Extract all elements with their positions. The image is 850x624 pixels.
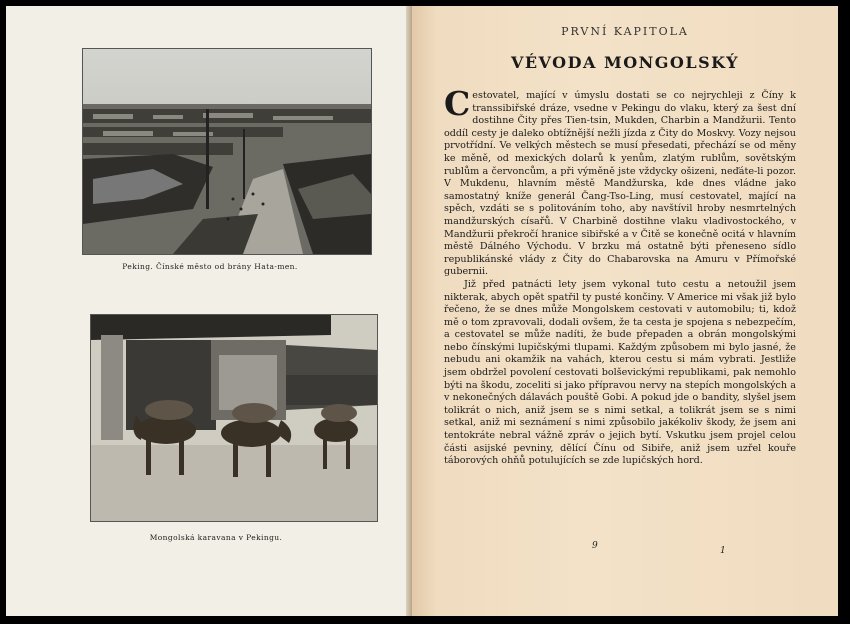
city-photo-illustration	[83, 49, 371, 254]
page-number-left: 9	[592, 541, 598, 551]
right-page	[412, 6, 838, 616]
chapter-title: VÉVODA MONGOLSKÝ	[510, 53, 740, 72]
drop-cap: C	[444, 84, 471, 123]
photo-mongol-caravan	[90, 314, 378, 522]
photo-peking-city	[82, 48, 372, 255]
photo-caption-caravan: Mongolská karavana v Pekingu.	[149, 533, 283, 542]
chapter-body	[444, 84, 796, 468]
paragraph-1	[444, 84, 796, 279]
paragraph-2: Již před patnácti lety jsem vykonal tuto cestu a netoužil jsem nikterak, abych opět spatřil ty pusté končiny. V Americe mi však již bylo řečeno, že se dnes může Mongolskem cestovati v automobilu; ti, kdož mě o tom zpravovali, dodali ovšem, že ta cesta je spojena s nebezpečím, a cestovatel se může nadíti, že bude přepaden a obrán mongolskými nebo čínskými lupičskými tlupami. Každým způsobem mi bylo jasné, že nebudu ani okamžik na vahách, kterou cestu si mám vybrati. Jestliže jsem obdržel povolení cestovati bolševickými republikami, pak nemohlo býti na škodu, zoceliti si jako přípravou nervy na stepích mongolských a v nekonečných dálavách pouště Gobi. A pokud jde o bandity, slyšel jsem tolikrát o nich, aniž jsem se s nimi setkal, a tolikrát jsem se s nimi setkal, aniž mi seznámení s nimi způsobilo jakékoliv škody, že jsem ani tentokráte nebral vážně zpráv o jejich bytí. Vskutku jsem projel celou části asijské pevniny, dělící Čínu od Sibiře, aniž jsem uzřel kouře táborových ohňů potulujících se zde lupičských hord.	[444, 278, 796, 467]
page-number-right: 1	[720, 546, 726, 556]
caravan-photo-illustration	[91, 315, 377, 521]
photo-caption-peking: Peking. Čínské město od brány Hata-men.	[122, 262, 298, 271]
paragraph-1-text: estovatel, mající v úmyslu dostati se co nejrychleji z Číny k transsibiřské dráze, vsedne v Pekingu do vlaku, který za šest dní dostihne Čity přes Tien-tsin, Mukden, Charbin a Mandžurii. Tento oddíl cesty je daleko obtížnější nežli jízda z Čity do Moskvy. Vozy nejsou prvotřídní. Ve velkých městech se musí přesedati, přechází se od měny ke měně, od mexických dolarů k yenům, zlatým rublům, sovětským rublům a červoncům, a při výměně jste vždycky ošizeni, neďáte-li pozor. V Mukdenu, hlavním městě Mandžurska, kde dnes vládne jako samostatný kníže generál Čang-Tso-Ling, musí cestovatel, mající na spěch, vzdáti se s politováním toho, aby navštívil hroby nesmrtelných mandžurských císařů. V Charbině dostihne vlaku vladivostockého, v Mandžurii překročí hranice sibiřské a v Čitě se konečně ocitá v hlavním městě Dálného Východu. V brzku má ostatně býti přeneseno sídlo republikánské vlády z Čity do Chabarovska na Amuru v Přímořské gubernii.	[444, 90, 796, 278]
left-page	[6, 6, 412, 616]
running-head: PRVNÍ KAPITOLA	[561, 25, 689, 38]
